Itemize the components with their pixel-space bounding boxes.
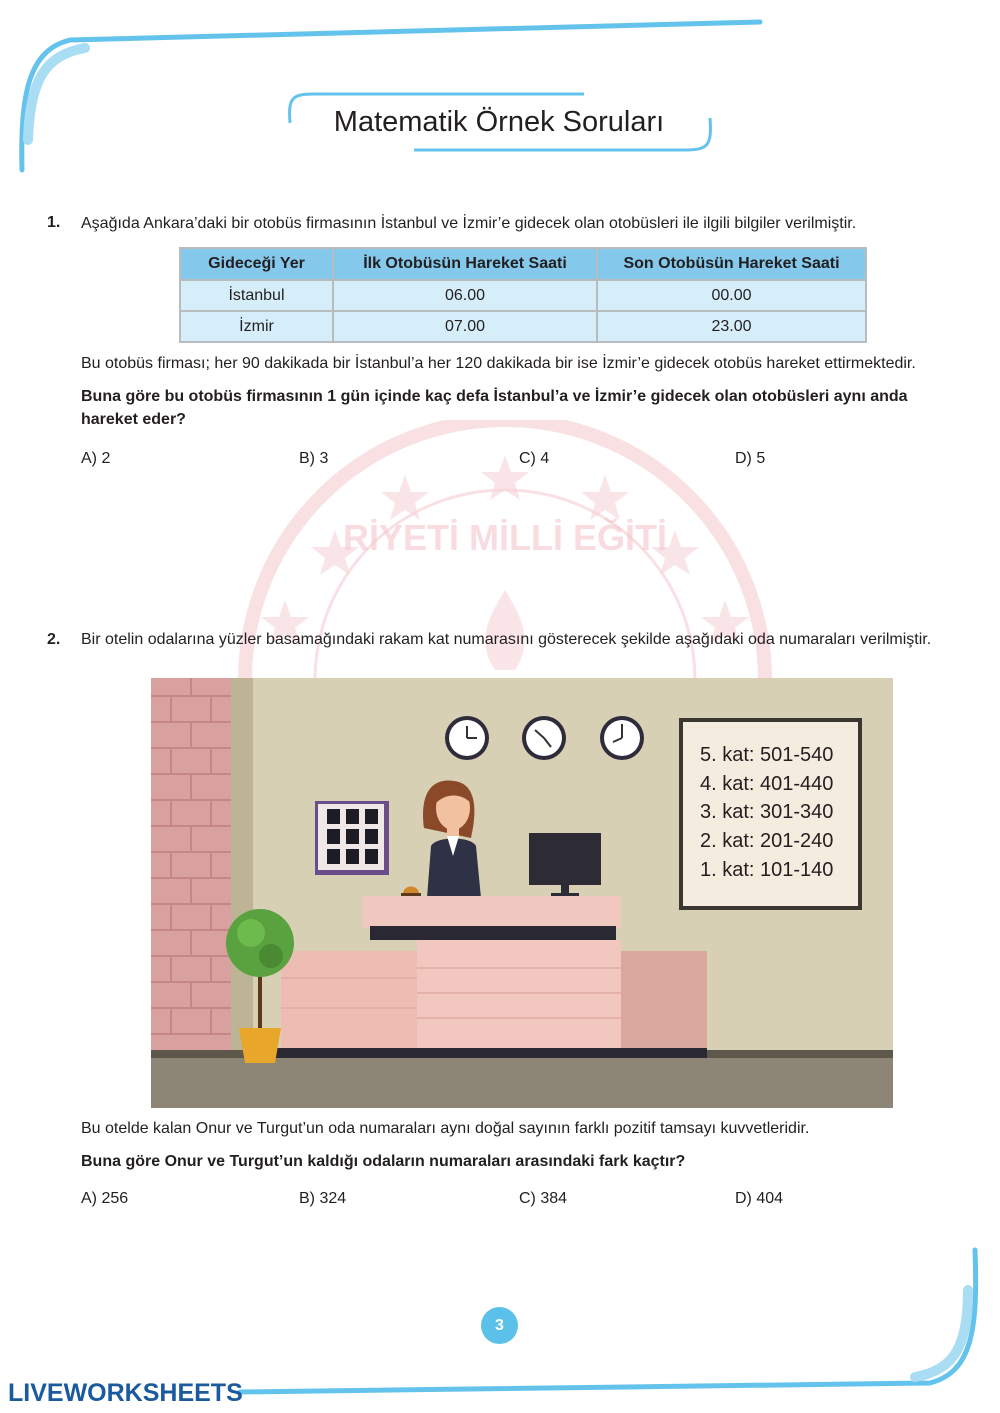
floor-1-rooms: 1. kat: 101-140 [700, 858, 834, 881]
question-2-stem: Buna göre Onur ve Turgut’un kaldığı odaların numaraları arasındaki fark kaçtır? [81, 1153, 686, 1170]
q1-option-c[interactable]: C) 4 [519, 450, 550, 467]
floor-4-rooms: 4. kat: 401-440 [700, 772, 834, 795]
table-row [180, 311, 866, 342]
table-cell: 06.00 [333, 280, 597, 311]
table-cell: 00.00 [597, 280, 866, 311]
question-1-info: Bu otobüs firması; her 90 dakikada bir İstanbul’a her 120 dakikada bir ise İzmir’e gidecek otobüs hareket ettirmektedir. [81, 355, 916, 372]
floor-3-rooms: 3. kat: 301-340 [700, 801, 834, 824]
table-row [180, 280, 866, 311]
svg-text:RİYETİ MİLLİ EĞİTİ: RİYETİ MİLLİ EĞİTİ [343, 517, 667, 558]
question-1-intro: Aşağıda Ankara’daki bir otobüs firmasının İstanbul ve İzmir’e gidecek olan otobüsleri ile ilgili bilgiler verilmiştir. [81, 215, 857, 232]
question-2-info: Bu otelde kalan Onur ve Turgut’un oda numaraları aynı doğal sayının farklı pozitif tamsayı kuvvetleridir. [81, 1120, 810, 1137]
q2-option-b[interactable]: B) 324 [299, 1190, 347, 1207]
question-1-stem-line2: hareket eder? [81, 411, 186, 428]
page-title: Matematik Örnek Soruları [333, 105, 665, 138]
table-cell: 07.00 [333, 311, 597, 342]
table-header: İlk Otobüsün Hareket Saati [333, 248, 597, 280]
logo-text: LIVEWORKSHEETS [8, 1379, 243, 1407]
question-1-number: 1. [47, 214, 61, 231]
table-cell: 23.00 [597, 311, 866, 342]
table-cell: İzmir [180, 311, 333, 342]
floor-room-list [700, 741, 833, 885]
wall-clocks [445, 716, 644, 760]
q1-option-a[interactable]: A) 2 [81, 450, 111, 467]
table-header: Gideceği Yer [180, 248, 333, 280]
liveworksheets-logo[interactable] [8, 1379, 243, 1408]
q1-option-b[interactable]: B) 3 [299, 450, 329, 467]
q2-option-a[interactable]: A) 256 [81, 1190, 129, 1207]
table-cell: İstanbul [180, 280, 333, 311]
q2-option-d[interactable]: D) 404 [735, 1190, 784, 1207]
question-2-intro: Bir otelin odalarına yüzler basamağındaki rakam kat numarasını gösterecek şekilde aşağıdaki oda numaraları verilmiştir. [81, 631, 932, 648]
question-2-number: 2. [47, 631, 61, 648]
floor-2-rooms: 2. kat: 201-240 [700, 830, 834, 853]
q1-option-d[interactable]: D) 5 [735, 450, 766, 467]
table-header-row [180, 248, 866, 280]
bus-schedule-table [179, 247, 867, 343]
table-header: Son Otobüsün Hareket Saati [597, 248, 866, 280]
page-number: 3 [481, 1307, 518, 1344]
floor-5-rooms: 5. kat: 501-540 [700, 744, 834, 766]
question-1-stem-line1: Buna göre bu otobüs firmasının 1 gün içinde kaç defa İstanbul’a ve İzmir’e gidecek olan otobüsleri aynı anda [81, 388, 908, 405]
q2-option-c[interactable]: C) 384 [519, 1190, 568, 1207]
